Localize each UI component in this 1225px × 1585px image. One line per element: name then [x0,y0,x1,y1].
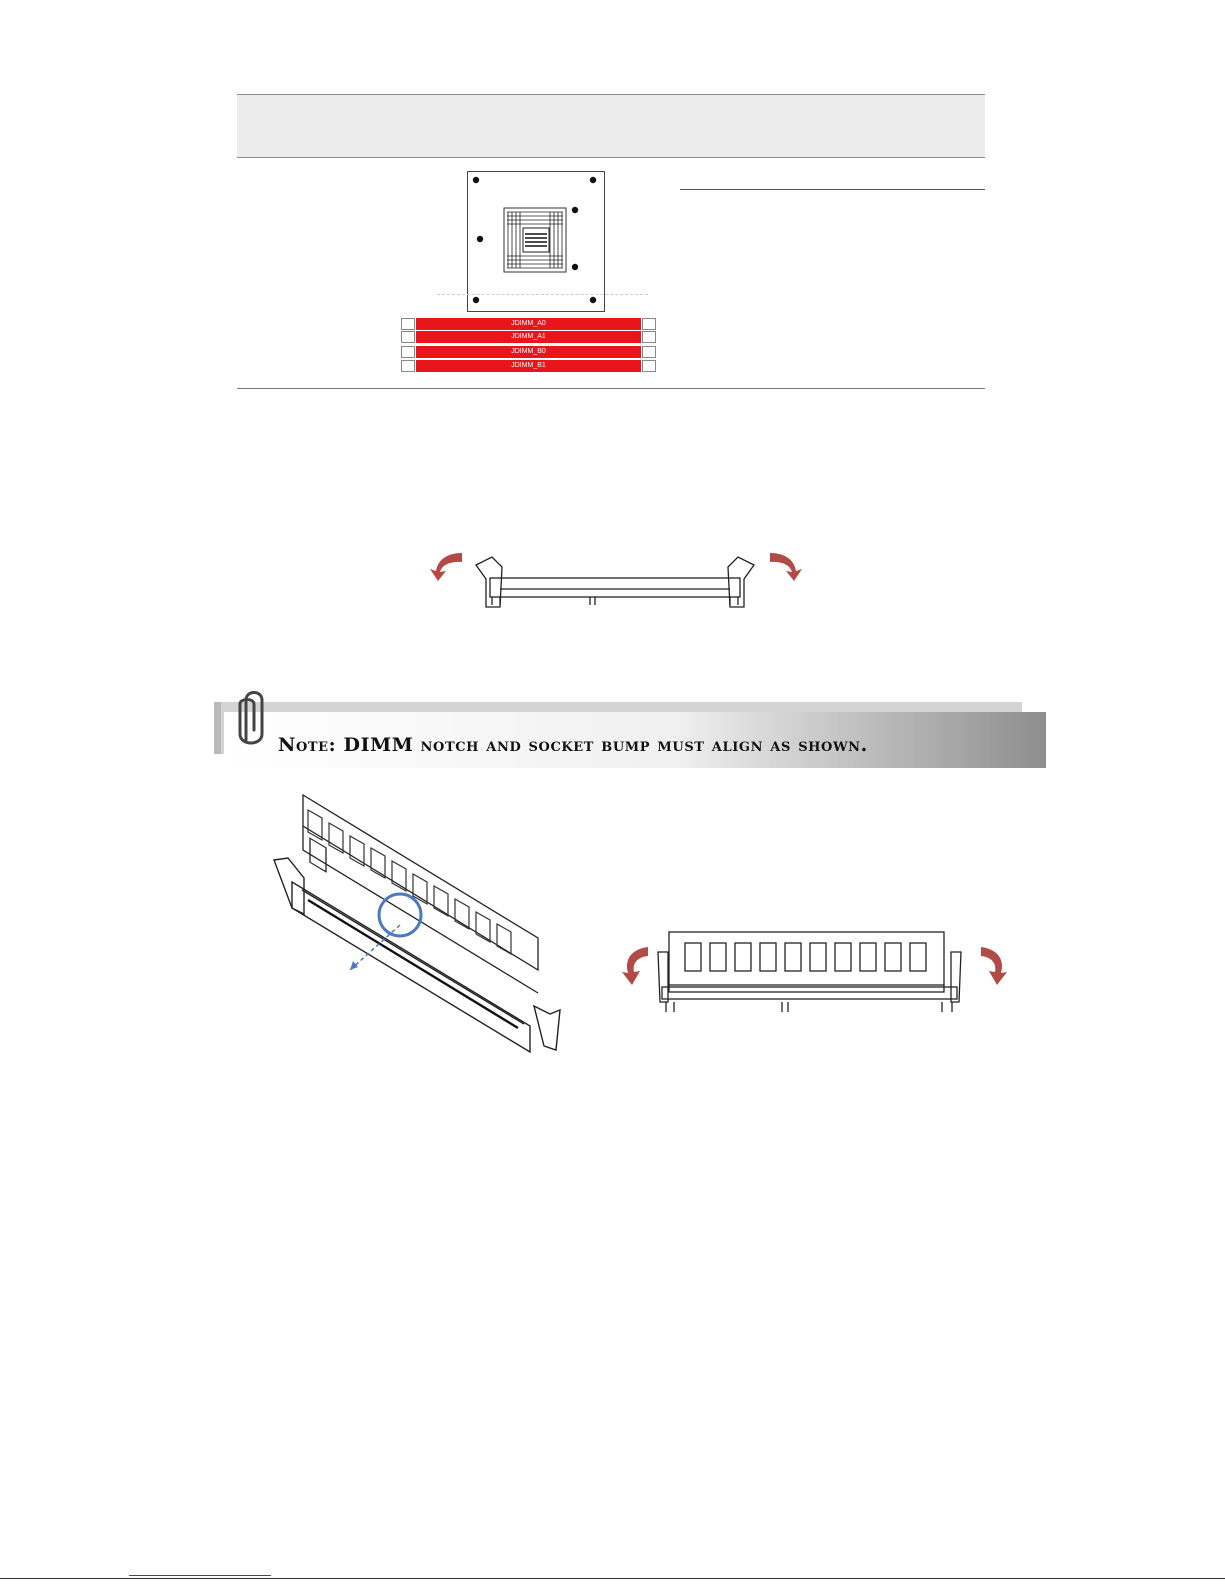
cpu-socket-diagram [467,171,605,312]
dimm-slot-label: JDIMM_B1 [416,360,641,372]
curved-arrow-icon [622,947,648,985]
footer-link-underline[interactable] [129,1575,271,1576]
slot-latch-left [401,346,415,358]
dimm-seated-diagram [622,927,1007,1022]
slot-latch-right [642,331,656,343]
dimm-slot-b0 [401,346,656,358]
curved-arrow-icon [770,553,802,581]
footer-rule [0,1578,1225,1579]
paperclip-icon [232,682,272,752]
dimm-slot-a1 [401,331,656,343]
cpu-area-outline [437,294,648,296]
slot-latch-right [642,318,656,330]
socket-open-latches-diagram [430,543,810,618]
dimm-insertion-diagram [268,790,588,1060]
slot-latch-left [401,318,415,330]
note-text: Note: DIMM notch and socket bump must align as shown. [278,734,868,756]
dimm-slot-label: JDIMM_B0 [416,346,641,358]
slot-latch-right [642,346,656,358]
curved-arrow-icon [981,947,1007,985]
table-cell-divider [680,189,985,190]
table-bottom-rule [237,388,985,389]
dimm-slot-label: JDIMM_A1 [416,331,641,343]
dimm-slot-b1 [401,360,656,372]
curved-arrow-icon [430,553,462,581]
table-header-band [237,94,985,158]
dimm-slot-label: JDIMM_A0 [416,318,641,330]
cpu-socket-drawing [468,172,604,311]
slot-latch-left [401,360,415,372]
dimm-slot-a0 [401,318,656,330]
slot-latch-right [642,360,656,372]
slot-latch-left [401,331,415,343]
